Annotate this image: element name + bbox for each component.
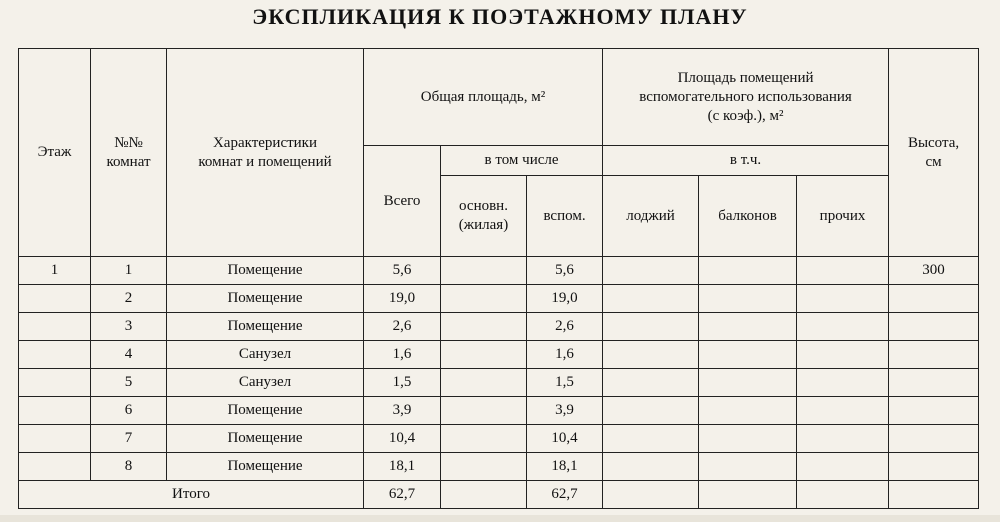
cell-other — [797, 313, 889, 341]
cell-balconies — [699, 425, 797, 453]
cell-loggias — [603, 453, 699, 481]
cell-room: 2 — [91, 285, 167, 313]
cell-height — [889, 397, 979, 425]
cell-total: 18,1 — [364, 453, 441, 481]
cell-other — [797, 257, 889, 285]
header-aux-area: Площадь помещений вспомогательного использования (с коэф.), м² — [603, 49, 889, 146]
cell-floor — [19, 285, 91, 313]
cell-aux: 2,6 — [527, 313, 603, 341]
cell-total: 3,9 — [364, 397, 441, 425]
header-total-area: Общая площадь, м² — [364, 49, 603, 146]
cell-aux: 18,1 — [527, 453, 603, 481]
cell-total: 1,5 — [364, 369, 441, 397]
cell-name: Помещение — [167, 257, 364, 285]
header-main-living: основн. (жилая) — [441, 176, 527, 257]
totals-balconies — [699, 481, 797, 509]
cell-total: 5,6 — [364, 257, 441, 285]
cell-total: 19,0 — [364, 285, 441, 313]
cell-main — [441, 313, 527, 341]
header-balconies: балконов — [699, 176, 797, 257]
cell-balconies — [699, 285, 797, 313]
cell-name: Помещение — [167, 425, 364, 453]
totals-loggias — [603, 481, 699, 509]
cell-floor — [19, 453, 91, 481]
cell-loggias — [603, 425, 699, 453]
totals-label: Итого — [19, 481, 364, 509]
header-incl-short: в т.ч. — [603, 146, 889, 176]
table-row — [19, 341, 979, 369]
cell-room: 3 — [91, 313, 167, 341]
cell-other — [797, 341, 889, 369]
cell-aux: 5,6 — [527, 257, 603, 285]
cell-other — [797, 369, 889, 397]
cell-room: 5 — [91, 369, 167, 397]
cell-main — [441, 341, 527, 369]
cell-height — [889, 453, 979, 481]
cell-main — [441, 285, 527, 313]
cell-other — [797, 453, 889, 481]
header-loggias: лоджий — [603, 176, 699, 257]
header-height: Высота, см — [889, 49, 979, 257]
cell-name: Помещение — [167, 285, 364, 313]
page-bottom-edge — [0, 515, 1000, 522]
cell-main — [441, 369, 527, 397]
cell-other — [797, 425, 889, 453]
cell-aux: 19,0 — [527, 285, 603, 313]
cell-room: 6 — [91, 397, 167, 425]
totals-row — [19, 481, 979, 509]
cell-height — [889, 285, 979, 313]
cell-height: 300 — [889, 257, 979, 285]
cell-loggias — [603, 341, 699, 369]
cell-name: Санузел — [167, 341, 364, 369]
cell-height — [889, 425, 979, 453]
explication-table — [18, 48, 979, 509]
cell-main — [441, 425, 527, 453]
cell-name: Помещение — [167, 453, 364, 481]
totals-aux: 62,7 — [527, 481, 603, 509]
cell-floor — [19, 425, 91, 453]
totals-total: 62,7 — [364, 481, 441, 509]
table-row — [19, 397, 979, 425]
cell-floor — [19, 341, 91, 369]
cell-loggias — [603, 369, 699, 397]
totals-height — [889, 481, 979, 509]
totals-main — [441, 481, 527, 509]
cell-height — [889, 313, 979, 341]
cell-room: 1 — [91, 257, 167, 285]
cell-balconies — [699, 369, 797, 397]
cell-room: 4 — [91, 341, 167, 369]
header-other: прочих — [797, 176, 889, 257]
cell-main — [441, 257, 527, 285]
cell-name: Санузел — [167, 369, 364, 397]
cell-aux: 3,9 — [527, 397, 603, 425]
header-all: Всего — [364, 146, 441, 257]
cell-loggias — [603, 397, 699, 425]
cell-balconies — [699, 453, 797, 481]
cell-total: 2,6 — [364, 313, 441, 341]
table-row — [19, 285, 979, 313]
cell-balconies — [699, 313, 797, 341]
cell-name: Помещение — [167, 397, 364, 425]
table-row — [19, 257, 979, 285]
table-row — [19, 313, 979, 341]
cell-aux: 1,6 — [527, 341, 603, 369]
cell-other — [797, 397, 889, 425]
header-including: в том числе — [441, 146, 603, 176]
cell-main — [441, 397, 527, 425]
cell-height — [889, 341, 979, 369]
cell-loggias — [603, 313, 699, 341]
cell-balconies — [699, 397, 797, 425]
cell-total: 1,6 — [364, 341, 441, 369]
cell-floor: 1 — [19, 257, 91, 285]
header-characteristics: Характеристики комнат и помещений — [167, 49, 364, 257]
cell-loggias — [603, 257, 699, 285]
cell-balconies — [699, 257, 797, 285]
cell-floor — [19, 397, 91, 425]
cell-total: 10,4 — [364, 425, 441, 453]
table-row — [19, 369, 979, 397]
cell-room: 8 — [91, 453, 167, 481]
cell-height — [889, 369, 979, 397]
cell-loggias — [603, 285, 699, 313]
cell-aux: 1,5 — [527, 369, 603, 397]
document-title: ЭКСПЛИКАЦИЯ К ПОЭТАЖНОМУ ПЛАНУ — [252, 4, 748, 29]
table-row — [19, 453, 979, 481]
cell-main — [441, 453, 527, 481]
cell-balconies — [699, 341, 797, 369]
header-room-number: №№ комнат — [91, 49, 167, 257]
cell-name: Помещение — [167, 313, 364, 341]
cell-floor — [19, 313, 91, 341]
totals-other — [797, 481, 889, 509]
cell-floor — [19, 369, 91, 397]
header-aux: вспом. — [527, 176, 603, 257]
cell-aux: 10,4 — [527, 425, 603, 453]
cell-room: 7 — [91, 425, 167, 453]
header-floor: Этаж — [19, 49, 91, 257]
cell-other — [797, 285, 889, 313]
table-row — [19, 425, 979, 453]
